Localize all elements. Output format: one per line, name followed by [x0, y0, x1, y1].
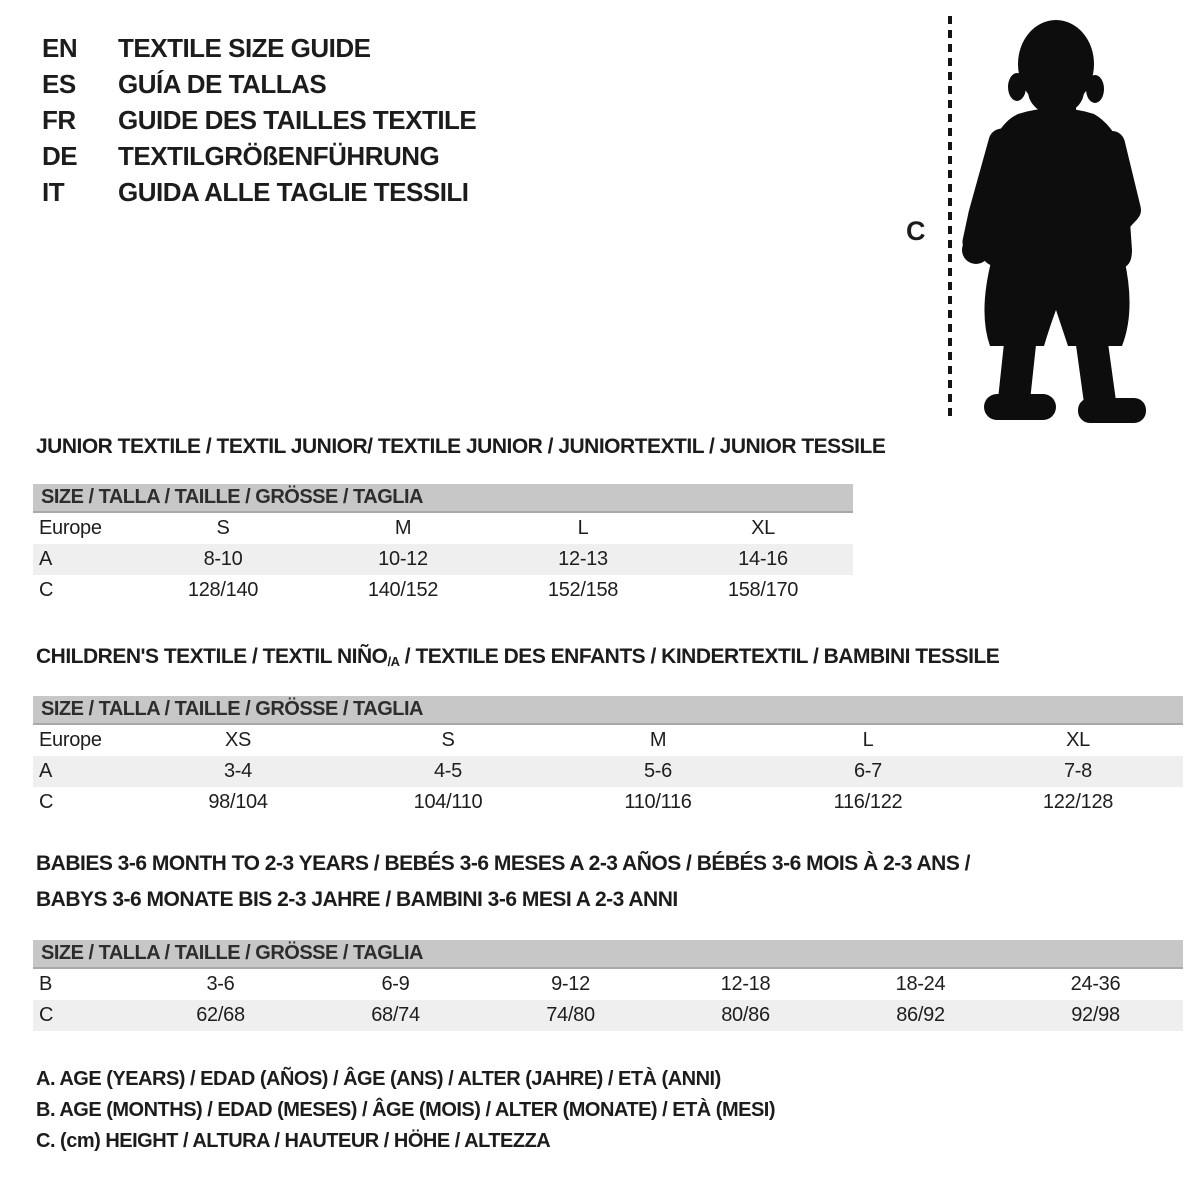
junior-textile-section	[33, 434, 886, 606]
table-cell: 4-5	[433, 760, 462, 782]
row-label: A	[39, 548, 53, 570]
lang-title: TEXTILGRÖßENFÜHRUNG	[118, 141, 440, 171]
junior-section-title: JUNIOR TEXTILE / TEXTIL JUNIOR/ TEXTILE JUNIOR / JUNIORTEXTIL / JUNIOR TESSILE	[36, 435, 886, 458]
size-header-band: SIZE / TALLA / TAILLE / GRÖSSE / TAGLIA	[33, 696, 1183, 725]
table-cell: M	[394, 517, 412, 539]
table-cell: 6-9	[381, 973, 410, 995]
table-cell: 18-24	[895, 973, 946, 995]
table-cell: 86/92	[896, 1004, 945, 1026]
childrens-size-table	[33, 696, 1183, 818]
lang-title: GUÍA DE TALLAS	[118, 69, 327, 99]
note-age-months: B. AGE (MONTHS) / EDAD (MESES) / ÂGE (MOIS) / ALTER (MONATE) / ETÀ (MESI)	[36, 1099, 776, 1121]
table-cell: 3-4	[223, 760, 252, 782]
lang-code: DE	[42, 141, 78, 171]
table-cell: 116/122	[833, 791, 903, 813]
table-cell: S	[216, 517, 230, 539]
table-cell: 9-12	[551, 973, 590, 995]
table-cell: 14-16	[738, 548, 788, 570]
childrens-textile-section	[33, 644, 1183, 818]
table-cell: 6-7	[853, 760, 882, 782]
size-header-band: SIZE / TALLA / TAILLE / GRÖSSE / TAGLIA	[33, 484, 853, 513]
size-header-band: SIZE / TALLA / TAILLE / GRÖSSE / TAGLIA	[33, 940, 1183, 969]
table-cell: 152/158	[547, 579, 619, 601]
row-label: A	[39, 760, 53, 782]
row-label: B	[39, 973, 53, 995]
row-label: Europe	[39, 517, 102, 539]
table-cell: 110/116	[624, 791, 692, 813]
table-cell: XL	[1066, 729, 1090, 751]
childrens-section-title	[33, 644, 1183, 672]
babies-textile-section	[33, 846, 1183, 1031]
lang-code: ES	[42, 69, 76, 99]
table-row	[33, 969, 1183, 1000]
table-row	[33, 1000, 1183, 1031]
table-cell: 7-8	[1063, 760, 1092, 782]
title-suffix: / TEXTILE DES ENFANTS / KINDERTEXTIL / BAMBINI TESSILE	[399, 645, 1000, 668]
lang-code: FR	[42, 105, 76, 135]
table-row	[33, 575, 853, 606]
lang-title: TEXTILE SIZE GUIDE	[118, 33, 371, 63]
babies-section-title-line1: BABIES 3-6 MONTH TO 2-3 YEARS / BEBÉS 3-6 MESES A 2-3 AÑOS / BÉBÉS 3-6 MOIS À 2-3 ANS /	[36, 852, 971, 875]
table-cell: XS	[224, 729, 252, 751]
row-label: Europe	[39, 729, 102, 751]
lang-title: GUIDE DES TAILLES TEXTILE	[118, 105, 477, 135]
row-label: C	[39, 1004, 54, 1026]
table-cell: M	[649, 729, 667, 751]
table-row	[33, 756, 1183, 787]
table-cell: 3-6	[206, 973, 235, 995]
table-cell: 98/104	[208, 791, 268, 813]
table-cell: 128/140	[187, 579, 259, 601]
table-cell: 12-18	[720, 973, 771, 995]
table-cell: XL	[751, 517, 775, 539]
table-row	[33, 513, 853, 544]
table-cell: 92/98	[1071, 1004, 1120, 1026]
table-cell: 62/68	[196, 1004, 245, 1026]
babies-size-table	[33, 940, 1183, 1031]
table-cell: 74/80	[546, 1004, 595, 1026]
table-cell: L	[862, 729, 874, 751]
table-cell: 24-36	[1070, 973, 1121, 995]
title-prefix: CHILDREN'S TEXTILE / TEXTIL NIÑO	[36, 645, 388, 668]
table-cell: 80/86	[721, 1004, 770, 1026]
table-cell: 5-6	[643, 760, 672, 782]
junior-size-table	[33, 484, 853, 606]
table-cell: 158/170	[727, 579, 799, 601]
table-cell: 68/74	[371, 1004, 420, 1026]
note-age-years: A. AGE (YEARS) / EDAD (AÑOS) / ÂGE (ANS) / ALTER (JAHRE) / ETÀ (ANNI)	[36, 1068, 721, 1090]
table-cell: 140/152	[367, 579, 439, 601]
title-subscript: /A	[387, 654, 400, 669]
table-cell: 104/110	[413, 791, 483, 813]
lang-code: IT	[42, 177, 65, 207]
table-cell: 10-12	[378, 548, 428, 570]
toddler-silhouette-icon	[956, 14, 1156, 424]
table-cell: 12-13	[558, 548, 608, 570]
table-row	[33, 725, 1183, 756]
table-row	[33, 544, 853, 575]
height-measure-dashed-line	[948, 16, 952, 420]
table-cell: 122/128	[1042, 791, 1114, 813]
table-cell: L	[577, 517, 589, 539]
lang-code: EN	[42, 33, 78, 63]
table-cell: S	[441, 729, 455, 751]
table-cell: 8-10	[203, 548, 243, 570]
legend-notes	[36, 1064, 775, 1157]
table-row	[33, 787, 1183, 818]
lang-title: GUIDA ALLE TAGLIE TESSILI	[118, 177, 469, 207]
language-header	[42, 30, 476, 210]
height-measure-label: C	[906, 216, 925, 246]
row-label: C	[39, 791, 54, 813]
row-label: C	[39, 579, 54, 601]
note-height-cm: C. (cm) HEIGHT / ALTURA / HAUTEUR / HÖHE / ALTEZZA	[36, 1130, 551, 1152]
babies-section-title-line2: BABYS 3-6 MONATE BIS 2-3 JAHRE / BAMBINI 3-6 MESI A 2-3 ANNI	[36, 888, 678, 911]
